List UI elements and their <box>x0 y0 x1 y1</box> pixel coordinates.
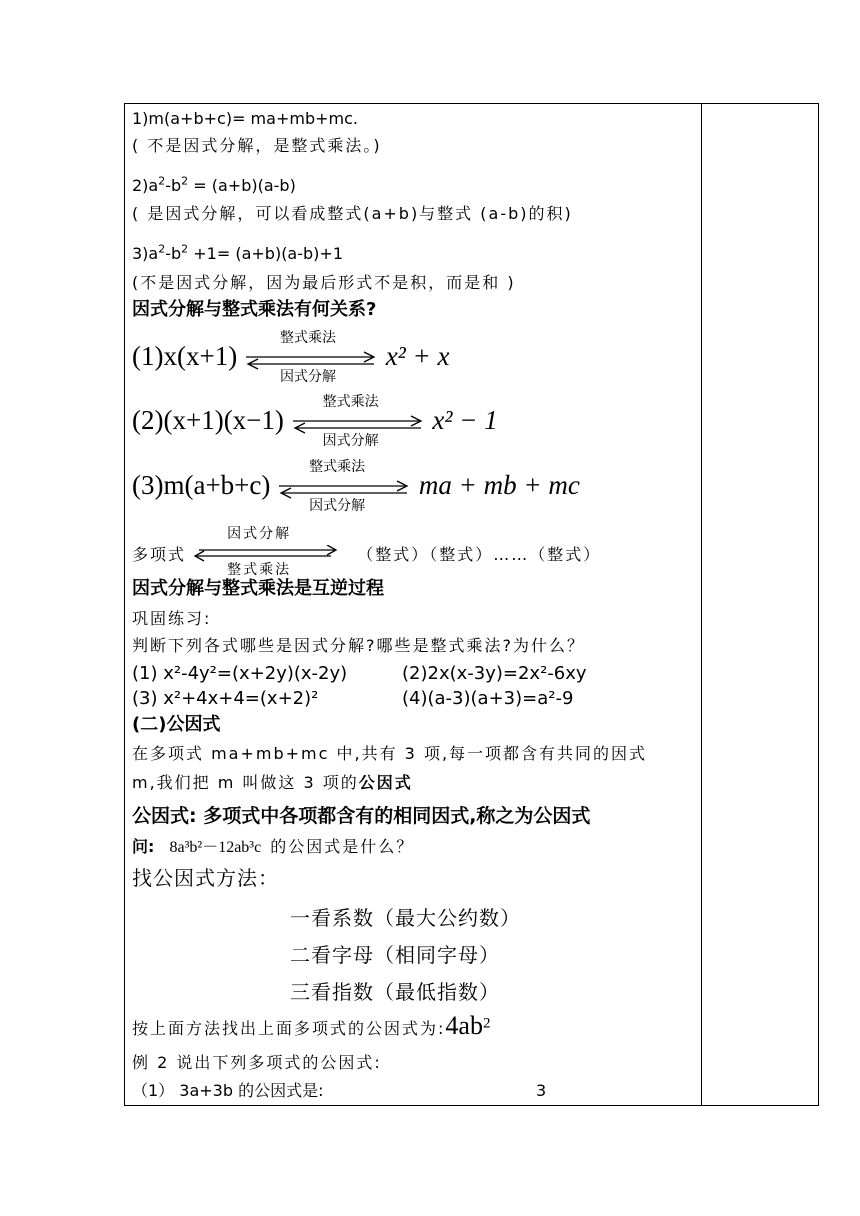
math-row-3-right: ma + mb + mc <box>418 470 580 501</box>
math-row-1 <box>132 330 450 385</box>
math-row-2-right: x² − 1 <box>432 405 498 436</box>
inverse-process-heading: 因式分解与整式乘法是互逆过程 <box>132 578 384 599</box>
arrow-3-top-label: 整式乘法 <box>309 459 366 475</box>
practice-4: (4)(a-3)(a+3)=a²-9 <box>402 688 574 709</box>
example-2-item-1 <box>132 1080 547 1102</box>
answer-exponent: 2 <box>482 1015 493 1032</box>
math-row-2-left: (2)(x+1)(x−1) <box>132 405 284 436</box>
practice-heading: 巩固练习: <box>132 609 212 628</box>
arrow-2-bottom-label: 因式分解 <box>322 433 379 449</box>
example-2-heading: 例 2 说出下列多项式的公因式: <box>132 1053 382 1072</box>
practice-1: (1) x²-4y²=(x+2y)(x-2y) <box>132 663 348 684</box>
example-2: $2)a^2-b^2 = (a+b)(a-b)$ <box>132 174 296 195</box>
relation-top-label: 因式分解 <box>227 525 292 542</box>
arrow-1-bottom-label: 因式分解 <box>279 369 336 385</box>
answer-value: 4ab <box>445 1011 483 1040</box>
arrow-1-top-label: 整式乘法 <box>279 330 336 346</box>
example-1: 1)m(a+b+c)= ma+mb+mc. <box>132 109 358 128</box>
double-arrow-1 <box>244 330 379 385</box>
double-arrow-2 <box>291 394 426 449</box>
math-row-1-right: x² + x <box>385 341 450 372</box>
relation-bottom-label: 整式乘法 <box>227 561 292 578</box>
table-column-divider <box>701 103 702 1106</box>
arrow-3-bottom-label: 因式分解 <box>309 498 366 514</box>
relation-left: 多项式 <box>132 545 187 564</box>
example-3-note: (不是因式分解，因为最后形式不是积，而是和 ) <box>132 273 516 292</box>
relation-double-arrow <box>193 525 338 578</box>
math-row-1-left: (1)x(x+1) <box>132 341 238 372</box>
arrow-2-top-label: 整式乘法 <box>322 394 379 410</box>
math-row-2 <box>132 394 498 449</box>
method-1: 一看系数（最大公约数） <box>290 906 521 930</box>
practice-2: (2)2x(x-3y)=2x²-6xy <box>402 663 587 684</box>
example-2-item-1-answer: 3 <box>536 1081 547 1100</box>
relation-question: 因式分解与整式乘法有何关系? <box>132 299 377 320</box>
method-3: 三看指数（最低指数） <box>290 980 500 1004</box>
question-tail: 的公因式是什么？ <box>270 837 415 856</box>
common-factor-definition: 公因式: 多项式中各项都含有的相同因式,称之为公因式 <box>132 805 591 827</box>
practice-question: 判断下列各式哪些是因式分解?哪些是整式乘法?为什么？ <box>132 636 585 655</box>
question-expression: 8a³b²－12ab³c <box>169 839 262 856</box>
double-arrow-3 <box>277 459 412 514</box>
common-factor-text-2: m,我们把 m 叫做这 3 项的公因式 <box>132 773 413 792</box>
common-factor-text-1: 在多项式 ma+mb+mc 中,共有 3 项,每一项都含有共同的因式 <box>132 744 648 763</box>
practice-3: (3) x²+4x+4=(x+2)² <box>132 688 319 709</box>
practice-row-1 <box>132 663 587 685</box>
example-3: $3)a^2-b^2 +1= (a+b)(a-b)+1$ <box>132 242 343 263</box>
relation-right: （整式）（整式）……（整式） <box>357 545 602 564</box>
question-label: 问: <box>132 837 155 856</box>
method-2: 二看字母（相同字母） <box>290 943 500 967</box>
practice-row-2 <box>132 688 574 710</box>
method-title: 找公因式方法： <box>132 866 279 890</box>
relation-row <box>132 525 602 578</box>
question-line <box>132 836 414 859</box>
answer-line <box>132 1011 493 1040</box>
example-2-note: ( 是因式分解，可以看成整式(a+b)与整式 (a-b)的积) <box>132 204 573 223</box>
example-2-item-1-text: （1） 3a+3b 的公因式是: <box>132 1081 324 1100</box>
common-factor-heading: (二)公因式 <box>132 714 221 735</box>
math-row-3 <box>132 459 580 514</box>
math-row-3-left: (3)m(a+b+c) <box>132 470 271 501</box>
example-1-note: ( 不是因式分解，是整式乘法。) <box>132 136 382 155</box>
answer-prefix: 按上面方法找出上面多项式的公因式为: <box>132 1019 446 1038</box>
